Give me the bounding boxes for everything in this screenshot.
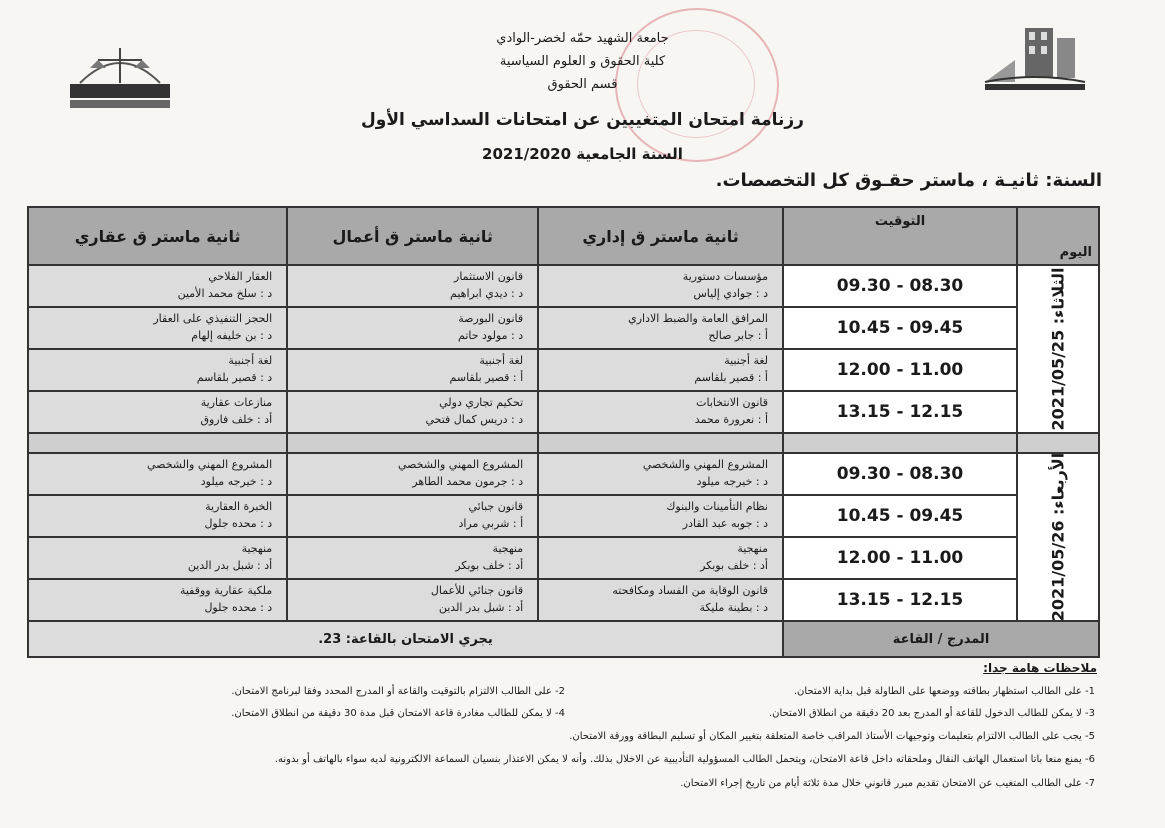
table-header-row <box>28 207 1099 265</box>
note-item: 7- على الطالب المتغيب عن الامتحان تقديم مبرر قانوني خلال مدة ثلاثة أيام من تاريخ إجراء الامتحان. <box>680 778 1095 789</box>
note-item: 6- يمنع منعا باتا استعمال الهاتف النقال وملحقاته داخل قاعة الامتحان، ويتحمل الطالب المسؤولية التأديبية عن الاخلال بذلك. وأنه لا يمكن الاعتذار بنسيان السماعة الالكترونية لديه سواء بالهاتف أو بدونه. <box>274 754 1095 765</box>
day-cell: الثلاثاء: 2021/05/25 <box>1017 265 1099 433</box>
table-row <box>28 265 1099 307</box>
note-item: 5- يجب على الطالب الالتزام بتعليمات وتوجيهات الأستاذ المراقب خاصة المتعلقة بتغيير المكان أو تسليم البطاقة وورقة الامتحان. <box>569 731 1095 742</box>
table-row <box>28 579 1099 621</box>
header-business: ثانية ماستر ق أعمال <box>287 207 538 265</box>
exam-schedule-table <box>27 206 1100 658</box>
exam-cell: تحكيم تجاري دولي د : دريس كمال فتحي <box>287 391 538 433</box>
hall-label: المدرج / القاعة <box>783 621 1099 657</box>
hall-value: يجري الامتحان بالقاعة: 23. <box>28 621 783 657</box>
table-row <box>28 495 1099 537</box>
header-realestate: ثانية ماستر ق عقاري <box>28 207 287 265</box>
exam-cell: لغة أجنبية أ : قصير بلقاسم <box>287 349 538 391</box>
table-row <box>28 391 1099 433</box>
time-cell: 09.45 - 10.45 <box>783 307 1017 349</box>
header-admin: ثانية ماستر ق إداري <box>538 207 783 265</box>
exam-cell: منهجية أد : خلف بوبكر <box>538 537 783 579</box>
exam-cell: مؤسسات دستورية د : جوادي إلياس <box>538 265 783 307</box>
note-item: 4- لا يمكن للطالب مغادرة قاعة الامتحان قبل مدة 30 دقيقة من انطلاق الامتحان. <box>231 708 565 719</box>
exam-cell: لغة أجنبية د : قصير بلقاسم <box>28 349 287 391</box>
exam-cell: قانون الوقاية من الفساد ومكافحته د : بطينة مليكة <box>538 579 783 621</box>
table-row <box>28 453 1099 495</box>
note-item: 3- لا يمكن للطالب الدخول للقاعة أو المدرج بعد 20 دقيقة من انطلاق الامتحان. <box>768 708 1095 719</box>
exam-cell: المشروع المهني والشخصي د : خيرجه ميلود <box>538 453 783 495</box>
note-item: 2- على الطالب الالتزام بالتوقيت والقاعة أو المدرج المحدد وفقا لبرنامج الامتحان. <box>231 686 565 697</box>
exam-cell: المرافق العامة والضبط الاداري أ : جابر صالح <box>538 307 783 349</box>
exam-cell: الخبرة العقارية د : محده جلول <box>28 495 287 537</box>
notes-title: ملاحظات هامة جدا: <box>983 661 1097 675</box>
hall-row <box>28 621 1099 657</box>
department-name: قسم الحقوق <box>547 77 618 92</box>
exam-cell: منهجية أد : شبل بدر الدين <box>28 537 287 579</box>
exam-cell: العقار الفلاحي د : سلخ محمد الأمين <box>28 265 287 307</box>
header-time: التوقيت <box>783 207 1017 265</box>
exam-cell: نظام التأمينات والبنوك د : جوبه عبد القادر <box>538 495 783 537</box>
day-cell: الأربعاء: 2021/05/26 <box>1017 453 1099 621</box>
time-cell: 12.15 - 13.15 <box>783 579 1017 621</box>
exam-cell: منهجية أد : خلف بوبكر <box>287 537 538 579</box>
exam-cell: لغة أجنبية أ : قصير بلقاسم <box>538 349 783 391</box>
table-row <box>28 349 1099 391</box>
exam-cell: قانون الاستثمار د : ديدي ابراهيم <box>287 265 538 307</box>
university-name: جامعة الشهيد حمّه لخضر-الوادي <box>496 31 669 46</box>
separator-row <box>28 433 1099 453</box>
table-row <box>28 307 1099 349</box>
note-item: 1- على الطالب استظهار بطاقته ووضعها على الطاولة قبل بداية الامتحان. <box>793 686 1095 697</box>
time-cell: 09.45 - 10.45 <box>783 495 1017 537</box>
level-title: السنة: ثانيـة ، ماستر حقـوق كل التخصصات. <box>715 170 1102 191</box>
exam-cell: قانون البورصة د : مولود حاتم <box>287 307 538 349</box>
academic-year: السنة الجامعية 2021/2020 <box>482 145 683 163</box>
table-row <box>28 537 1099 579</box>
exam-cell: منازعات عقارية أد : خلف فاروق <box>28 391 287 433</box>
exam-cell: المشروع المهني والشخصي د : جرمون محمد الطاهر <box>287 453 538 495</box>
time-cell: 08.30 - 09.30 <box>783 453 1017 495</box>
exam-cell: قانون جبائي أ : شربي مراد <box>287 495 538 537</box>
time-cell: 08.30 - 09.30 <box>783 265 1017 307</box>
faculty-name: كلية الحقوق و العلوم السياسية <box>499 54 666 69</box>
exam-cell: قانون جنائي للأعمال أد : شبل بدر الدين <box>287 579 538 621</box>
time-cell: 11.00 - 12.00 <box>783 537 1017 579</box>
exam-cell: المشروع المهني والشخصي د : خيرجه ميلود <box>28 453 287 495</box>
page-title: رزنامة امتحان المتغيبين عن امتحانات السداسي الأول <box>361 110 804 130</box>
exam-cell: الحجز التنفيذي على العقار د : بن خليفه إلهام <box>28 307 287 349</box>
exam-cell: قانون الانتخابات أ : نعرورة محمد <box>538 391 783 433</box>
time-cell: 11.00 - 12.00 <box>783 349 1017 391</box>
header-day: اليوم <box>1017 207 1099 265</box>
exam-cell: ملكية عقارية ووقفية د : محده جلول <box>28 579 287 621</box>
time-cell: 12.15 - 13.15 <box>783 391 1017 433</box>
